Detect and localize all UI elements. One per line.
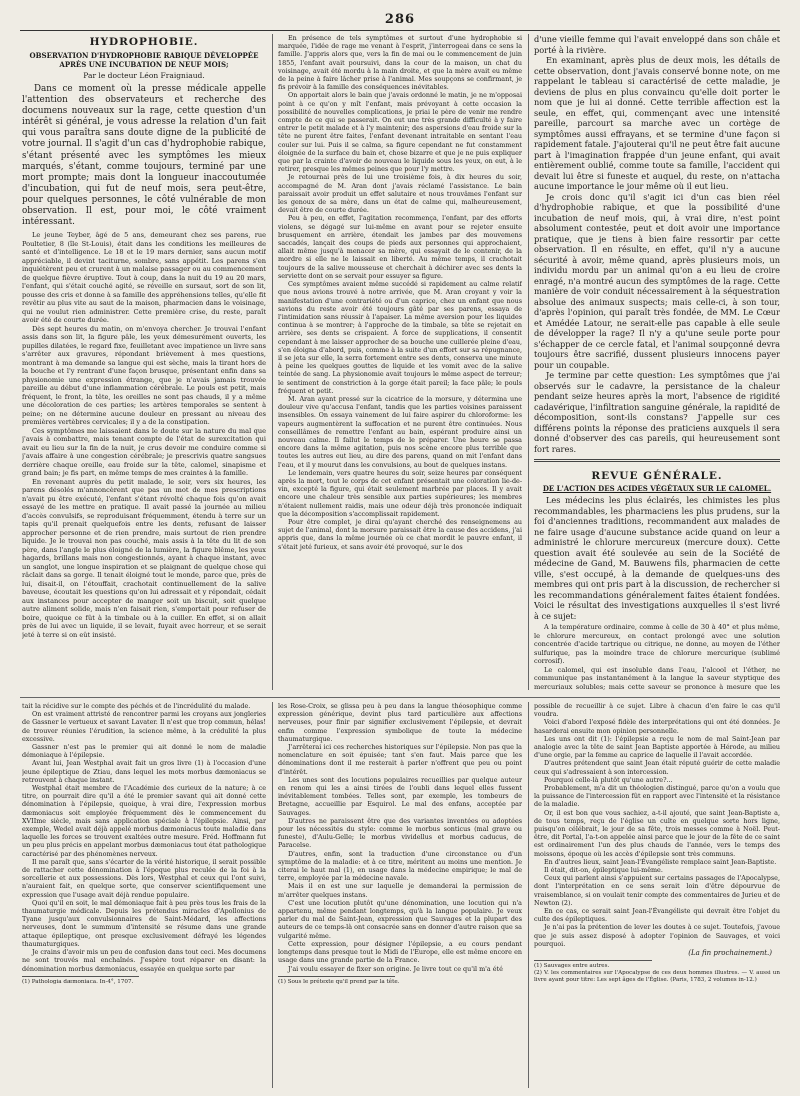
paragraph: Je crois donc qu'il s'agit ici d'un cas bien réel d'hydrophobie rabique, et que la possibilité d'une incubation de neuf mois, qui, à vrai dire, n'est point absolument contestée, peut et doit avoir une importance pratique, que je tiens à bien faire ressortir par cette observation. Il en résulte, en effet, qu'il n'y a aucune sécurité à avoir, même quand, après plusieurs mois, un individu mordu par un animal qu'on a eu lieu de croire enragé, n'a montré aucun des symptômes de la rage. Cette manière de voir conduit nécessairement à la séquestration absolue des animaux suspects; mais celle-ci, à son tour, d'après l'opinion, qui paraît très fondée, de MM. Le Cœur et Amédée Latour, ne serait-elle pas capable à elle seule de développer la rage? Il n'y a qu'une seule porte pour s'échapper de ce cercle fatal, et l'animal soupçonné devra toujours être sacrifié, dussent plusieurs innocens payer pour un coupable. <box>534 191 780 370</box>
paragraph: Le calomel, qui est insoluble dans l'eau, l'alcool et l'éther, ne communique pas instantanément à la langue la saveur styptique des mercuriaux solubles; mais cette saveur se prononce à mesure que les <box>534 665 780 691</box>
paragraph: Ces symptômes avaient même succédé si rapidement au calme relatif que nous avions trouvé à notre arrivée, que M. Aran croyant y voir la manifestation d'une contrariété ou d'un caprice, chez un enfant que nous savions du reste avoir été toujours gâté par ses parens, essaya de l'intimidation sans réussir à l'apaiser. La même aversion pour les liquides continua à se montrer; à l'approche de la timbale, sa tête se rejetait en arrière, ses dents se crispaient. À force de supplications, il consentit cependant à me laisser approcher de sa bouche une cuillerée pleine d'eau, s'en éloigna d'abord, puis, comme à la suite d'un effort sur sa répugnance, il se jeta sur elle, la serra fortement entre ses dents, conserva une minute à peine les quelques gouttes de liquide et les vomit avec de la salive teintée de sang. La physionomie avait toujours le même aspect de terreur; le sentiment de constriction à la gorge était pareil; la face pâle; le pouls fréquent et petit. <box>278 280 522 395</box>
paragraph: Je n'ai pas la prétention de lever les doutes à ce sujet. Toutefois, j'avoue que je suis assez disposé à adopter l'opinion de Sauvages, et voici pourquoi. <box>534 923 780 948</box>
paragraph: Le jeune Teyber, âgé de 5 ans, demeurant chez ses parens, rue Poultetier, 8 (île St-Louis), était dans les conditions les meilleures de santé et d'intelligence. Le 18 et le 19 mars dernier, sans aucun motif appréciable, il devint taciturne, sombre, sans appétit. Les parens s'en inquiétèrent peu et crurent à un malaise passager ou au commencement de quelque fièvre éruptive. Tout à coup, dans la nuit du 19 au 20 mars, l'enfant, qui s'était couché agité, se réveille en sursaut, sort de son lit, pousse des cris et donne à sa famille des appréhensions telles, qu'elle fit revêtir au plus vite au saut de la maison, pharmacien dans le voisinage, qui ne voulut rien administrer. Cette première crise, du reste, paraît avoir été de courte durée. <box>22 231 266 325</box>
header-rule <box>20 30 780 31</box>
footnote: (1) Sous le prétexte qu'il prend par la tête. <box>278 978 400 985</box>
paragraph: Je crains d'avoir mis un peu de confusion dans tout ceci. Mes documens ne sont trouvés mal enchaînés. J'espère tout réparer en disant: la dénomination morbus dæmoniacus, essayée en quelque sorte par <box>22 948 266 973</box>
column-divider <box>528 702 529 1088</box>
page-number: 286 <box>384 12 416 27</box>
paragraph: M. Aran ayant pressé sur la cicatrice de la morsure, y détermina une douleur vive qu'accusa l'enfant, tandis que les parties voisines paraissent insensibles. On essaya vainement de lui faire aspirer du chloroforme: les vapeurs augmentèrent la suffocation et ne purent être continuées. Nous conseillâmes de remettre l'enfant au bain, espérant produire ainsi un nouveau calme. Il fallut le temps de le préparer. Une heure se passa encore dans la même agitation, puis nos scène encore plus terrible que toutes les autres eut lieu, au dire des parens, quand on mit l'enfant dans l'eau, et il y mourut dans les convulsions, au bout de quelques instans. <box>278 394 522 469</box>
paragraph: C'est une locution plutôt qu'une dénomination, une locution qui n'a appartenu, même pendant longtemps, qu'à la langue populaire. Je veux parler du mal de Saint-Jean, expression que Sauvages et la plupart des auteurs de ce temps-là ont consacrée sans en donner d'autre raison que sa vulgarité même. <box>278 898 522 940</box>
paragraph: Les unes sont des locutions populaires recueillies par quelque auteur en renom qui les a ainsi tirées de l'oubli dans lequel elles fussent inévitablement tombées. Telles sont, par exemple, les tombeurs de Bretagne, accueillie par Esquirol. Le mal des enfans, acceptée par Sauvages. <box>278 775 522 817</box>
paragraph: d'une vieille femme qui l'avait enveloppé dans son châle et porté à la rivière. <box>534 34 780 55</box>
footnote-rule <box>22 976 139 977</box>
hydro-column-3 <box>534 34 780 692</box>
revue-subtitle: DE L'ACTION DES ACIDES VÉGÉTAUX SUR LE CALOMEL. <box>542 484 772 493</box>
revue-title: REVUE GÉNÉRALE. <box>591 470 723 482</box>
column-divider <box>272 702 273 1088</box>
paragraph: Je termine par cette question: Les symptômes que j'ai observés sur le cadavre, la persistance de la chaleur pendant seize heures après la mort, l'absence de rigidité cadavérique, l'infiltration sanguine générale, la rapidité de décomposition, sont-ils constans? J'appelle sur ces différens points la réponse des praticiens auxquels il sera donné d'observer des cas pareils, qui heureusement sont fort rares. <box>534 370 780 454</box>
column-divider <box>528 34 529 690</box>
footnote: (1) Pathologia dæmoniaca. In-4°, 1707. <box>22 978 134 985</box>
paragraph: En d'autres lieux, saint Jean-l'Évangéliste remplace saint Jean-Baptiste. <box>544 857 777 866</box>
paragraph: Je retournai près de lui une troisième fois, à dix heures du soir, accompagné de M. Aran dont j'avais réclamé l'assistance. Le bain paraissait avoir produit un effet salutaire et nous trouvâmes l'enfant sur les genoux de sa mère, dans un état de calme qui, malheureusement, devait être de courte durée. <box>278 173 522 215</box>
paragraph: Pourquoi celle-là plutôt qu'une autre?... <box>544 775 673 784</box>
paragraph: Westphal était membre de l'Académie des curieux de la nature; à ce titre, on pourrait dire qu'il a été le premier savant qui ait donné cette dénomination à l'épilepsie, quoique, à vrai dire, l'expression morbus dæmoniacus soit employée fréquemment dès le commencement du XVIIme siècle, mais sans application spéciale à l'épilepsie. Ainsi, par exemple, Wedel avait déjà appelé morbus dæmoniacus toute maladie dans laquelle les forces se trouvent exaltées outre mesure. Fréd. Hoffmann fut un peu plus précis en appelant morbus dæmoniacus tout état pathologique caractérisé par des phénomènes nerveux. <box>22 784 266 858</box>
paragraph: les Rose-Croix, se glissa peu à peu dans la langue théosophique comme expression générique, devint plus tard particulière aux affections nerveuses, pour finir par signifier exclusivement l'épilepsie, et devrait enfin comme l'expression symbolique de toute la médecine thaumaturgique. <box>278 702 522 743</box>
paragraph: Pour être complet, je dirai qu'ayant cherché des renseignemens au sujet de l'animal, dont la morsure paraissait être la cause des accidens, j'ai appris que, dans la même journée où ce chat mordit le pauvre enfant, il s'était jeté furieux, et sans avoir été provoqué, sur le dos <box>278 517 522 551</box>
paragraph: D'autres, enfin, sont la traduction d'une circonstance ou d'un symptôme de la maladie: et à ce titre, méritent au moins une mention. Je citerai le haut mal (1), en usage dans la médecine empirique; le mal de terre, employée par la médecine navale. <box>278 849 522 883</box>
paragraph: Probablement, m'a dit un théologien distingué, parce qu'on a voulu que la puissance de l'intercession fût en rapport avec l'intensité et la résistance de la maladie. <box>534 784 780 809</box>
paragraph: Or, il est bon que vous sachiez, a-t-il ajouté, que saint Jean-Baptiste a, de tous temps, reçu de l'église un culte en quelque sorte hors ligne, puisqu'on célébrait, le jour de sa fête, trois messes comme à Noël. Peut-être, dit Portal, l'a-t-on appelée ainsi parce que le jour de la fête de ce saint est ordinairement l'un des plus chauds de l'année, vers le temps des moissons, époque où les accès d'épilepsie sont très communs. <box>534 808 780 858</box>
paragraph: Avant lui, Jean Westphal avait fait un gros livre (1) à l'occasion d'une jeune épileptique de Ztiau, dans lequel les mots morbus dæmoniacus se retrouvent à chaque instant. <box>22 759 266 784</box>
paragraph: Il me paraît que, sans s'écarter de la vérité historique, il serait possible de rattacher cette dénomination à l'époque plus reculée de la foi à la sorcellerie et aux possessions. Dès lors, Westphal et ceux qui l'ont suivi, n'auraient fait, en quelque sorte, que conserver scientifiquement une expression que l'usage avait déjà rendue populaire. <box>22 857 266 899</box>
paragraph: Peu à peu, en effet, l'agitation recommença, l'enfant, par des efforts violens, se dégagé sur lui-même en avant pour se rejeter ensuite brusquement en arrière, étendait les jambes par des mouvemens saccadés, lançait des coups de pieds aux personnes qui approchaient, allait même jusqu'à menacer sa mère, qui essayait de le contenir, de la mordre si elle ne le laissait en liberté. Au même temps, il crachotait toujours de la salive mousseuse et cherchait à déchirer avec ses dents la serviette dont on se servait pour essuyer sa figure. <box>278 214 522 280</box>
paragraph: D'autres ne paraissent être que des variantes inventées ou adoptées pour les nécessités du style: comme le morbus sonticus (mal grave ou funeste), d'Aulu-Gelle; le morbus vividellus et morbus caducus, de Paracelse. <box>278 816 522 850</box>
paragraph: En revenant auprès du petit malade, le soir, vers six heures, les parens désolés m'annoncèrent que pas un mot de mes prescriptions n'avait pu être exécuté, l'enfant s'étant révolté chaque fois qu'on avait essayé de les mettre en pratique. Il avait passé la journée au milieu d'accès convulsifs, se reproduisant fréquemment, étendu à terre sur un tapis qu'il prenait quelquefois entre les dents, refusant de laisser approcher personne et de rien prendre, mais surtout de rien prendre liquide. Je le trouvai non pas couché, mais assis à la tête du lit de son père, dans l'angle le plus éloigné de la lumière, la figure blême, les yeux hagards, brillans mais non congestionnés, ayant à chaque instant, avec un sanglot, une longue inspiration et se plaignant de quelque chose qui râclait dans sa gorge. Il tenait éloigné tout le monde, parce que, près de lui, disait-il, on l'étouffait, crachotait continuellement de la salive baveuse, écoutait les questions qu'on lui adressait et y répondait, cédait aux instances pour accepter de manger soit un biscuit, soit quelque autre aliment solide, mais n'en faisait rien, s'emportait pour refuser de boire, quoique ce fût à la timbale ou à la cuiller. En effet, si on allait près de lui avec un liquide, il se levait, fuyait avec horreur, et se serait jeté à terre si on eût insisté. <box>22 477 266 639</box>
paragraph: J'arrêterai ici ces recherches historiques sur l'épilepsie. Non pas que la nomenclature en soit épuisée; tant s'en faut. Mais parce que les dénominations dont il me resterait à parler n'offrent que peu ou point d'intérêt. <box>278 743 522 776</box>
footnote: (1) Sauvages entre autres. <box>534 963 610 970</box>
paragraph: On est vraiment attristé de rencontrer parmi les croyans aux jongleries de Gassner le vertueux et savant Lavater. Il n'est que trop commun, hélas! de trouver réunies l'érudition, la science même, à la crédulité la plus excessive. <box>22 710 266 743</box>
paragraph: Gassner n'est pas le premier qui ait donné le nom de maladie démoniaque à l'épilepsie. <box>22 743 266 760</box>
hydro-column-1 <box>22 34 266 692</box>
paragraph: tait la récidive sur le compte des péchés et de l'incrédulité du malade. <box>22 702 251 710</box>
section-divider <box>534 459 780 462</box>
column-divider <box>272 34 273 690</box>
paragraph: Les uns ont dit (1): l'épilepsie a reçu le nom de mal Saint-Jean par analogie avec la tête de saint Jean Baptiste apportée à Hérode, au milieu d'une orgie, par la femme au caprice de laquelle il l'avait accordée. <box>534 734 780 760</box>
author-byline: Par le docteur Léon Fraigniaud. <box>83 71 205 80</box>
footnote: (2) V. les commentaires sur l'Apocalypse de ces deux hommes illustres. — V. aussi un livre ayant pour titre: Les sept âges de l'Église. (Paris, 1783, 2 volumes in-12.) <box>534 970 780 984</box>
paragraph: En présence de tels symptômes et surtout d'une hydrophobie si marquée, l'idée de rage me venant à l'esprit, j'interrogeai dans ce sens la famille. J'appris alors que, vers la fin de mai ou le commencement de juin 1855, l'enfant avait poursuivi, dans la cour de la maison, un chat du voisinage, avait été mordu à la main droite, et que la mère avait eu même de la peine à faire lâcher prise à l'animal. Mes soupçons se confirmant, je fis prévoir à la famille des conséquences inévitables. <box>278 34 522 92</box>
paragraph: D'autres prétendent que saint Jean était réputé guérir de cette maladie ceux qui s'adressaient à son intercession. <box>534 759 780 776</box>
lower-column-1 <box>22 702 266 1090</box>
footnote-rule <box>534 960 652 961</box>
paragraph: possible de recueillir à ce sujet. Libre à chacun d'en faire le cas qu'il voudra. <box>534 702 780 719</box>
paragraph: En examinant, après plus de deux mois, les détails de cette observation, dont j'avais conservé bonne note, on me rappelant le tableau si caractérisé de cette maladie, je deviens de plus en plus convaincu qu'elle doit porter le nom que je lui ai donné. Cette terrible affection est la seule, en effet, qui, commençant avec une intensité pareille, parcourt sa marche avec un cortège de symptômes aussi effrayans, et se termine d'une façon si rapidement fatale. J'ajouterai qu'il ne peut être fait aucune part à l'imagination frappée d'un jeune enfant, qui avait entièrement oublié, comme toute sa famille, l'accident qui devait lui être si funeste et auquel, du reste, on n'attacha aucune importance le jour même où il eut lieu. <box>534 55 780 191</box>
paragraph: A la température ordinaire, comme à celle de 30 à 40° et plus même, le chlorure mercureux, en contact prolongé avec une solution concentrée d'acide tartrique ou citrique, ne donne, au moyen de l'éther sulfurique, pas la moindre trace de chlorure mercurique (sublimé corrosif). <box>534 623 780 665</box>
paragraph: Quoi qu'il en soit, le mal démoniaque fait à peu près tous les frais de la thaumaturgie médicale. Depuis les prétendus miracles d'Apollonius de Tyane jusqu'aux convulsionnaires de Saint-Médard, les affections nerveuses, dont le summum d'intensité se résume dans une grande attaque épileptique, ont presque exclusivement défrayé les légendes thaumaturgiques. <box>22 898 266 948</box>
intro-paragraph: Dans ce moment où la presse médicale appelle l'attention des observateurs et recherche des documens nouveaux sur la rage, cette question d'un intérêt si général, je vous adresse la relation d'un fait qui vous paraîtra sans doute digne de la publicité de votre journal. Il s'agit d'un cas d'hydrophobie rabique, s'étant présenté avec les symptômes les mieux marqués, s'étant, comme toujours, terminé par une mort prompte; mais dont la longueur inaccoutumée d'incubation, qui fut de neuf mois, sera peut-être, pour quelques personnes, le côté vulnérable de mon observation. Il est, pour moi, le côté vraiment intéressant. <box>22 84 266 228</box>
lower-column-2 <box>278 702 522 1090</box>
hydro-column-2 <box>278 34 522 692</box>
paragraph: Ceux qui parlent ainsi s'appuient sur certains passages de l'Apocalypse, dont l'interprétation en ce sens serait loin d'être dépourvue de vraisemblance, si on voulait tenir compte des commentaires de Jurieu et de Newton (2). <box>534 874 780 907</box>
section-separator <box>20 697 780 698</box>
paragraph: En ce cas, ce serait saint Jean-l'Évangéliste qui devrait être l'objet du culte des épileptiques. <box>534 907 780 924</box>
observation-subtitle: OBSERVATION D'HYDROPHOBIE RABIQUE DÉVELOPPÉE APRÈS UNE INCUBATION DE NEUF MOIS; <box>29 51 259 69</box>
paragraph: Ces symptômes me laissaient dans le doute sur la nature du mal que j'avais à combattre, mais tenant compte de l'état de surexcitation qui avait eu lieu sur la fin de la nuit, je crus devoir me conduire comme si j'avais affaire à une congestion cérébrale; je prescrivis quatre sangsues derrière chaque oreille, eau froide sur la tête, calomel, sinapisme et grand bain; je fis part, en même temps de mes craintes à la famille. <box>22 426 266 478</box>
paragraph: Voici d'abord l'exposé fidèle des interprétations qui ont été données. Je hasarderai ensuite mon opinion personnelle. <box>534 718 780 735</box>
paragraph: Mais il en est une sur laquelle je demanderai la permission de m'arrêter quelques instans. <box>278 882 522 899</box>
paragraph: J'ai voulu essayer de fixer son origine. Je livre tout ce qu'il m'a été <box>288 964 503 973</box>
paragraph: On apportait alors le bain que j'avais ordonné le matin, je ne m'opposai point à ce qu'on y mît l'enfant, mais prévoyant à cette occasion la possibilité de nouvelles complications, je priai le père de venir me rendre compte de ce qui se passerait. On eut une très grande difficulté à y faire entrer le petit malade et à l'y maintenir; des aspersions d'eau froide sur la tête ne purent être faites, l'enfant devenant intraitable en sentant l'eau couler sur lui. Puis il se calma, sa figure cependant ne fut constamment éloignée de la surface du bain et, chose bizarre et que je ne puis expliquer que par la crainte d'avoir de nouveau le liquide sous les yeux, on eut, à le retirer, presque les mêmes peines que pour l'y mettre. <box>278 91 522 174</box>
paragraph: Il était, dit-on, épileptique lui-même. <box>544 866 663 875</box>
revue-intro: Les médecins les plus éclairés, les chimistes les plus recommandables, les pharmaciens les plus prudens, sur la foi d'anciennes traditions, recommandent aux malades de ne faire usage d'aucune substance acide quand on leur a administré le chlorure mercureux (mercure doux). Cette question avait été soulevée au sein de la Société de médecine de Gand, M. Bauwens fils, pharmacien de cette ville, s'est occupé, à la demande de quelques-uns des membres qui ont pris part à la discussion, de rechercher si les recommandations généralement faites étaient fondées. Voici le résultat des investigations auxquelles il s'est livré à ce sujet: <box>534 495 780 621</box>
paragraph: Dès sept heures du matin, on m'envoya chercher. Je trouvai l'enfant assis dans son lit, la figure pâle, les yeux démesurément ouverts, les pupilles dilatées, le regard fixe, feuilletant avec impatience un livre sans s'arrêter aux gravures, répondant brièvement à mes questions, montrant à ma demande sa langue qui est sèche, mais la tirant hors de la bouche et l'y rentrant d'une façon brusque, présentant enfin dans sa physionomie une expression étrange, que je n'avais jamais trouvée pareille au début d'une inflammation cérébrale. Le pouls est petit, mais fréquent, le front, la tête, les oreilles ne sont pas chauds, il y a même une décoloration de ces parties; les artères temporales se sentent à peine; on ne détermine aucune douleur en pressant au niveau des premières vertèbres cervicales; il y a de la constipation. <box>22 324 266 427</box>
to-be-continued: (La fin prochainement.) <box>688 949 772 958</box>
paragraph: Cette expression, pour désigner l'épilepsie, a eu cours pendant longtemps dans presque tout le Midi de l'Europe, elle est même encore en usage dans une grande partie de la France. <box>278 939 522 965</box>
paragraph: Le lendemain, vers quatre heures du soir, seize heures par conséquent après la mort, tout le corps de cet enfant présentait une coloration lie-de-vin, excepté la figure, qui était seulement marbrée par places. Il y avait encore une chaleur très sensible aux parties supérieures; les membres n'étaient nullement raidis, mais une odeur déjà très prononcée indiquait que la décomposition s'accomplissait rapidement. <box>278 468 522 518</box>
footnote-rule <box>278 976 395 977</box>
lower-column-3 <box>534 702 780 1090</box>
hydrophobie-title: HYDROPHOBIE. <box>89 36 199 48</box>
